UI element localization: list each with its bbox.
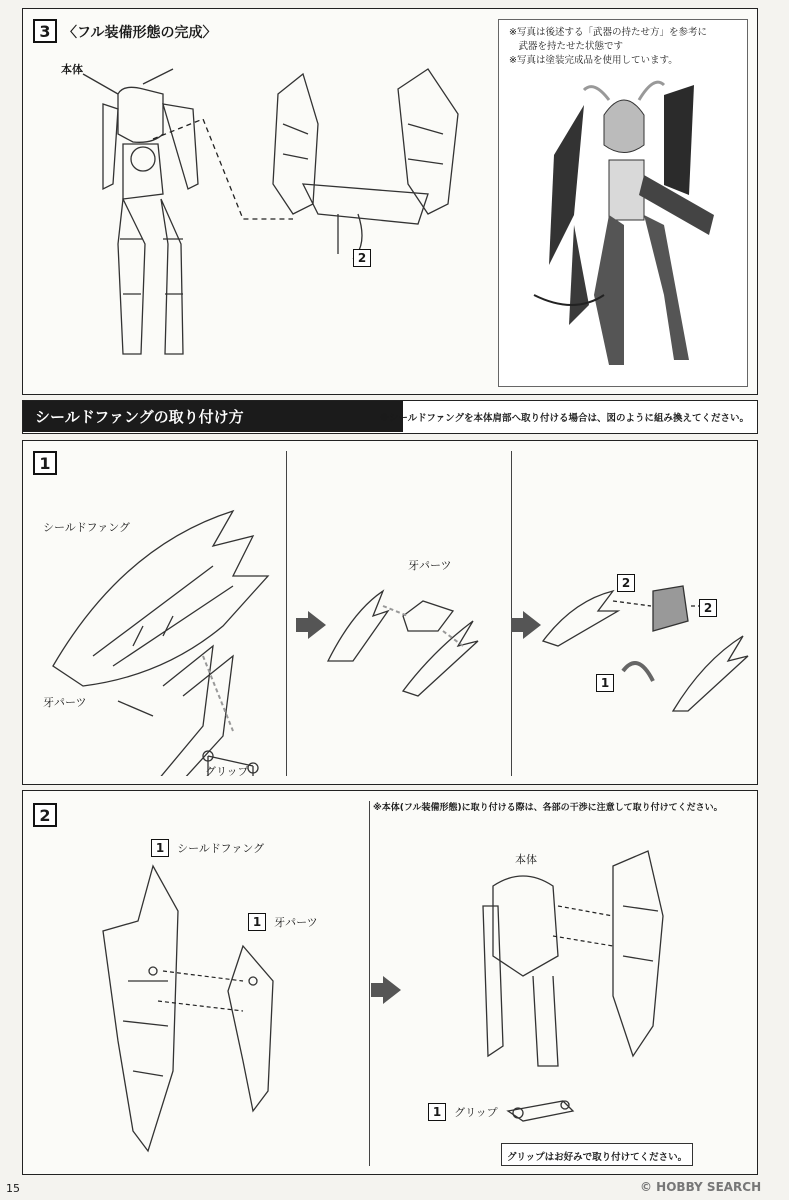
grip-label: グリップ: [205, 765, 249, 778]
grip-note-box: [501, 1143, 693, 1166]
grip-art: [503, 1091, 583, 1131]
shield-fang-ref: [151, 837, 264, 857]
watermark: © HOBBY SEARCH: [640, 1180, 762, 1194]
fang-part-label-left: 牙パーツ: [43, 696, 87, 709]
section-3-panel: [22, 8, 758, 395]
body-label-step2: 本体: [515, 853, 537, 866]
shield-fang-banner: [22, 400, 758, 434]
fang-part-ref-label: 牙パーツ: [274, 916, 318, 929]
shield-fang-label: シールドファング: [43, 521, 131, 534]
ref-2-b: 2: [699, 599, 717, 617]
step-2-note: ※本体(フル装備形態)に取り付ける際は、各部の干渉に注意して取り付けてください。: [373, 803, 723, 813]
step-2-divider: [369, 801, 370, 1166]
shield-fang-ref-num: 1: [151, 839, 169, 857]
step-1-divider-b: [511, 451, 512, 776]
banner-note: ※シールドファングを本体肩部へ取り付ける場合は、図のように組み換えてください。: [379, 413, 749, 424]
grip-ref-label: グリップ: [454, 1106, 498, 1119]
fang-part-ref-num: 1: [248, 913, 266, 931]
figure-photo: [514, 75, 734, 380]
ref-2-a: 2: [617, 574, 635, 592]
fang-reassembly-art: [533, 571, 753, 721]
ref-1-c: 1: [596, 674, 614, 692]
shield-fang-back-art: [93, 861, 293, 1161]
part-ref-2: 2: [353, 249, 371, 267]
step-2-panel: [22, 790, 758, 1175]
body-label: 本体: [61, 63, 83, 76]
grip-ref: [428, 1101, 498, 1121]
fang-part-label-mid: 牙パーツ: [408, 559, 452, 572]
step-number-1: 1: [33, 451, 57, 475]
section-3-title: 〈フル装備形態の完成〉: [63, 25, 217, 41]
photo-note-2: 武器を持たせた状態です: [509, 41, 624, 52]
shield-fang-ref-label: シールドファング: [177, 842, 265, 855]
backpack-line-art: [258, 64, 478, 264]
body-attach-art: [463, 846, 743, 1086]
step-1-divider-a: [286, 451, 287, 776]
photo-note-1: ※写真は後述する「武器の持たせ方」を参考に: [509, 27, 707, 38]
shield-fang-line-art: [43, 506, 278, 776]
photo-note-3: ※写真は塗装完成品を使用しています。: [509, 55, 678, 66]
step-1-panel: [22, 440, 758, 785]
grip-ref-num: 1: [428, 1103, 446, 1121]
completed-photo-frame: [498, 19, 748, 387]
step-number-2: 2: [33, 803, 57, 827]
flow-arrow-3: [383, 976, 401, 1004]
banner-title: シールドファングの取り付け方: [23, 401, 403, 432]
grip-note-text: グリップはお好みで取り付けてください。: [507, 1152, 688, 1163]
page-number: 15: [6, 1182, 20, 1195]
fang-disassembly-art: [323, 571, 503, 701]
step-number-3: 3: [33, 19, 57, 43]
